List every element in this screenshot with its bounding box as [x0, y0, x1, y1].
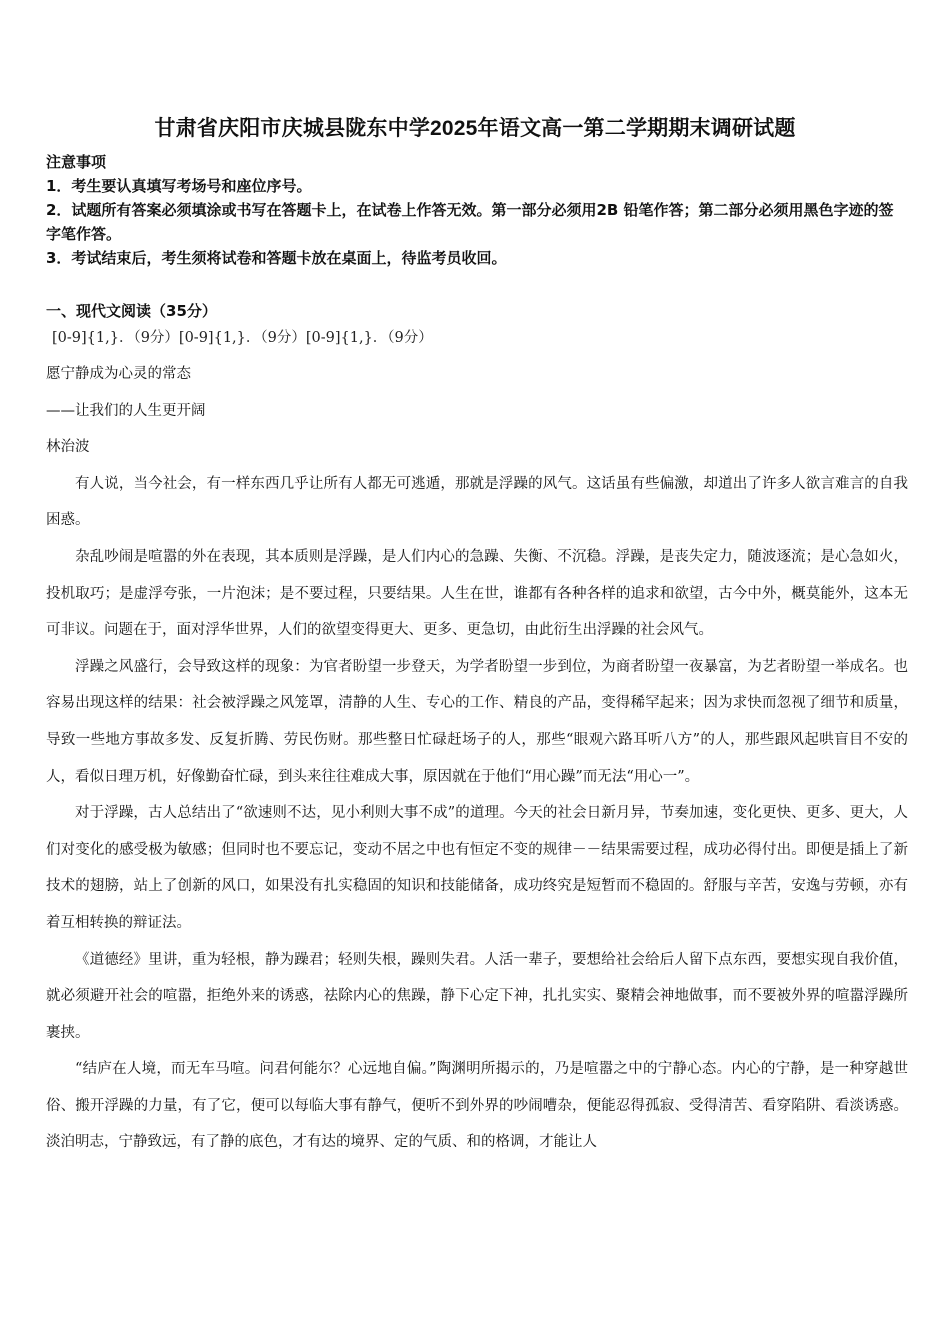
section-heading: 一、现代文阅读（35分）: [46, 302, 217, 320]
notice-item-1: 1．考生要认真填写考场号和座位序号。: [46, 177, 312, 195]
article-author: 林治波: [46, 439, 90, 456]
notice-heading: 注意事项: [46, 153, 107, 171]
notice-item-3: 3．考试结束后，考生须将试卷和答题卡放在桌面上，待监考员收回。: [46, 249, 507, 267]
score-line: [0-9]{1,}．（9分）[0-9]{1,}．（9分）[0-9]{1,}．（9分）: [52, 330, 433, 346]
article-subtitle: ——让我们的人生更开阔: [46, 402, 206, 419]
article-paragraph: 杂乱吵闹是喧嚣的外在表现，其本质则是浮躁，是人们内心的急躁、失衡、不沉稳。浮躁，是丧失定力，随波逐流；是心急如火，投机取巧；是虚浮夸张，一片泡沫；是不要过程，只要结果。人生在世，谁都有各种各样的追求和欲望，古今中外，概莫能外，这本无可非议。问题在于，面对浮华世界，人们的欲望变得更大、更多、更急切，由此衍生出浮躁的社会风气。: [46, 548, 908, 639]
article-body: [46, 356, 908, 1161]
article-paragraph: 对于浮躁，古人总结出了“欲速则不达，见小利则大事不成”的道理。今天的社会日新月异，节奏加速，变化更快、更多、更大，人们对变化的感受极为敏感；但同时也不要忘记，变动不居之中也有恒定不变的规律－－结果需要过程，成功必得付出。即便是插上了新技术的翅膀，站上了创新的风口，如果没有扎实稳固的知识和技能储备，成功终究是短暂而不稳固的。舒服与辛苦，安逸与劳顿，亦有着互相转换的辩证法。: [46, 805, 908, 931]
exam-title: 甘肃省庆阳市庆城县陇东中学2025年语文高一第二学期期末调研试题: [154, 117, 796, 140]
article-paragraph: “结庐在人境，而无车马喧。问君何能尔？心远地自偏。”陶渊明所揭示的，乃是喧嚣之中的宁静心态。内心的宁静，是一种穿越世俗、搬开浮躁的力量，有了它，便可以每临大事有静气，便听不到外界的吵闹嘈杂，便能忍得孤寂、受得清苦、看穿陷阱、看淡诱惑。淡泊明志，宁静致远，有了静的底色，才有达的境界、定的气质、和的格调，才能让人: [46, 1061, 908, 1151]
notice-block: [46, 150, 908, 270]
notice-item-2: 2．试题所有答案必须填涂或书写在答题卡上，在试卷上作答无效。第一部分必须用2B 铅笔作答；第二部分必须用黑色字迹的签字笔作答。: [46, 201, 894, 243]
article-paragraph: 《道德经》里讲，重为轻根，静为躁君；轻则失根，躁则失君。人活一辈子，要想给社会给后人留下点东西，要想实现自我价值，就必须避开社会的喧嚣，拒绝外来的诱惑，祛除内心的焦躁，静下心定下神，扎扎实实、聚精会神地做事，而不要被外界的喧嚣浮躁所裹挟。: [46, 951, 908, 1041]
article-paragraph: 有人说，当今社会，有一样东西几乎让所有人都无可逃遁，那就是浮躁的风气。这话虽有些偏激，却道出了许多人欲言难言的自我困惑。: [46, 475, 908, 529]
article-title: 愿宁静成为心灵的常态: [46, 366, 191, 382]
article-paragraph: 浮躁之风盛行，会导致这样的现象：为官者盼望一步登天，为学者盼望一步到位，为商者盼望一夜暴富，为艺者盼望一举成名。也容易出现这样的结果：社会被浮躁之风笼罩，清静的人生、专心的工作、精良的产品，变得稀罕起来；因为求快而忽视了细节和质量，导致一些地方事故多发、反复折腾、劳民伤财。那些整日忙碌赶场子的人，那些“眼观六路耳听八方”的人，那些跟风起哄盲目不安的人，看似日理万机，好像勤奋忙碌，到头来往往难成大事，原因就在于他们“用心躁”而无法“用心一”。: [46, 658, 908, 785]
